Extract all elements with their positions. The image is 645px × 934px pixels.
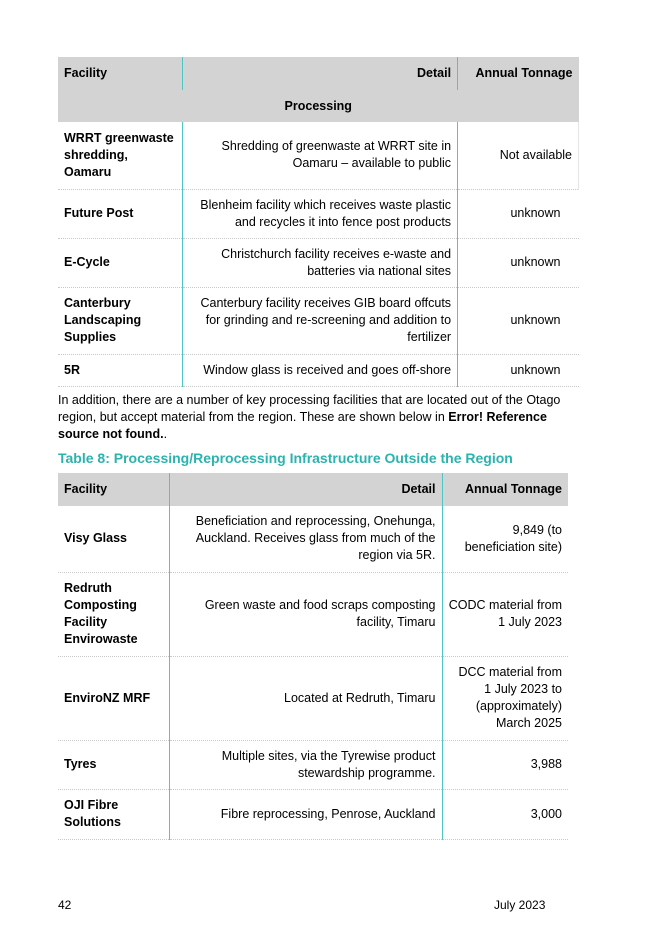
error-reference: Error! Reference source not found. <box>58 410 547 441</box>
table-row <box>58 238 579 287</box>
paragraph-suffix: . <box>163 427 168 441</box>
facility-cell: OJI Fibre Solutions <box>58 789 169 839</box>
tonnage-cell: 3,000 <box>442 789 568 839</box>
tonnage-cell: unknown <box>458 287 579 354</box>
tonnage-cell: unknown <box>458 238 579 287</box>
facility-cell: WRRT greenwaste shredding, Oamaru <box>58 122 183 189</box>
paragraph-text: In addition, there are a number of key processing facilities that are located out of the Otago region, but accept material from the region. These are shown below in <box>58 393 561 424</box>
header-detail: Detail <box>169 473 442 506</box>
tonnage-cell: CODC material from 1 July 2023 <box>442 572 568 656</box>
header-tonnage: Annual Tonnage <box>442 473 568 506</box>
tonnage-cell: unknown <box>458 189 579 238</box>
table-row <box>58 506 568 572</box>
detail-cell: Located at Redruth, Timaru <box>169 656 442 740</box>
section-row <box>58 90 579 122</box>
facility-cell: Redruth Composting Facility Envirowaste <box>58 572 169 656</box>
section-label: Processing <box>58 90 579 122</box>
table-row <box>58 189 579 238</box>
page-number: 42 <box>58 898 72 912</box>
facility-cell: EnviroNZ MRF <box>58 656 169 740</box>
tonnage-cell: 3,988 <box>442 740 568 789</box>
header-detail: Detail <box>183 57 458 90</box>
table-row <box>58 789 568 839</box>
footer-date: July 2023 <box>494 898 546 912</box>
facility-cell: Visy Glass <box>58 506 169 572</box>
tonnage-cell: unknown <box>458 354 579 386</box>
table-row <box>58 287 579 354</box>
facility-cell: Canterbury Landscaping Supplies <box>58 287 183 354</box>
processing-table <box>58 57 579 387</box>
facility-cell: 5R <box>58 354 183 386</box>
table-row <box>58 656 568 740</box>
header-tonnage: Annual Tonnage <box>458 57 579 90</box>
detail-cell: Window glass is received and goes off-shore <box>183 354 458 386</box>
intro-paragraph <box>58 392 588 443</box>
table-header-row <box>58 57 579 90</box>
detail-cell: Green waste and food scraps composting facility, Timaru <box>169 572 442 656</box>
facility-cell: E-Cycle <box>58 238 183 287</box>
detail-cell: Blenheim facility which receives waste plastic and recycles it into fence post products <box>183 189 458 238</box>
header-facility: Facility <box>58 57 183 90</box>
table-row <box>58 122 579 189</box>
detail-cell: Fibre reprocessing, Penrose, Auckland <box>169 789 442 839</box>
header-facility: Facility <box>58 473 169 506</box>
table-caption: Table 8: Processing/Reprocessing Infrastructure Outside the Region <box>58 450 513 466</box>
table-header-row <box>58 473 568 506</box>
facility-cell: Future Post <box>58 189 183 238</box>
table-row <box>58 354 579 386</box>
tonnage-cell: DCC material from 1 July 2023 to (approximately) March 2025 <box>442 656 568 740</box>
table-row <box>58 740 568 789</box>
tonnage-cell: Not available <box>458 122 579 189</box>
table-row <box>58 572 568 656</box>
detail-cell: Christchurch facility receives e-waste and batteries via national sites <box>183 238 458 287</box>
detail-cell: Canterbury facility receives GIB board offcuts for grinding and re-screening and addition to fertilizer <box>183 287 458 354</box>
outside-region-table <box>58 473 568 840</box>
tonnage-cell: 9,849 (to beneficiation site) <box>442 506 568 572</box>
detail-cell: Beneficiation and reprocessing, Onehunga, Auckland. Receives glass from much of the region via 5R. <box>169 506 442 572</box>
detail-cell: Multiple sites, via the Tyrewise product stewardship programme. <box>169 740 442 789</box>
facility-cell: Tyres <box>58 740 169 789</box>
detail-cell: Shredding of greenwaste at WRRT site in Oamaru – available to public <box>183 122 458 189</box>
